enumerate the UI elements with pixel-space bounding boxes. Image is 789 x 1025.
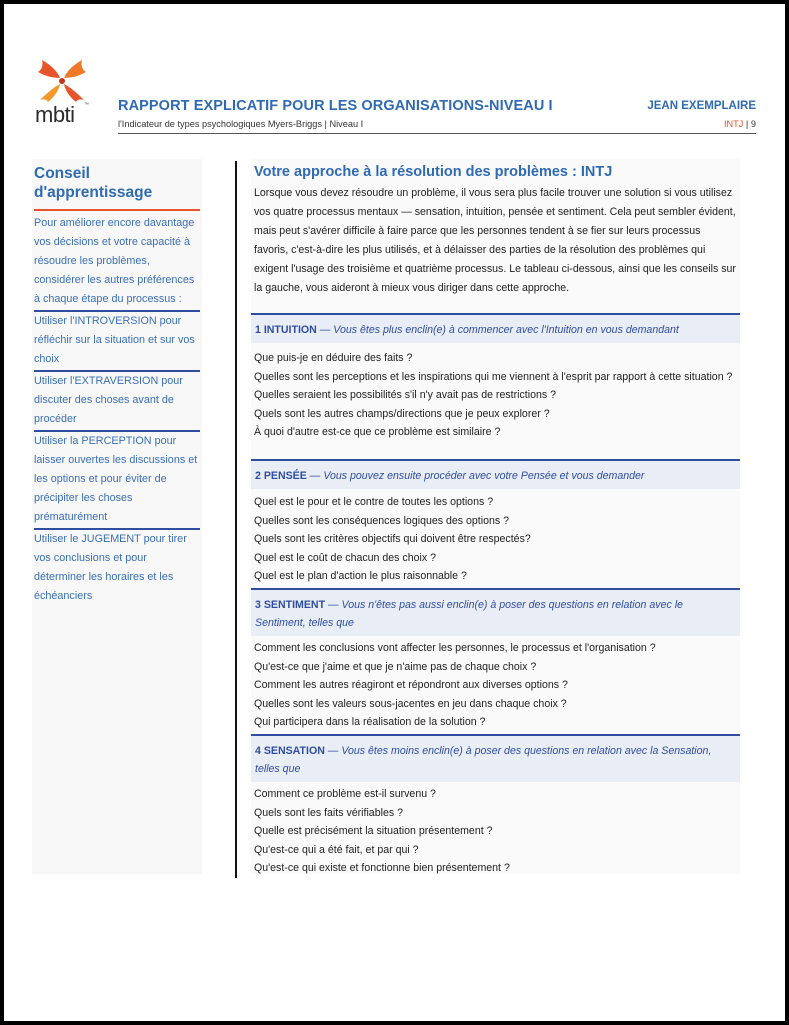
- section-heading-thinking: [251, 459, 740, 489]
- page-separator: |: [743, 119, 751, 129]
- section-description: Vous êtes plus enclin(e) à commencer avec l'Intuition en vous demandant: [333, 324, 679, 336]
- advice-intro: Pour améliorer encore davantage vos décisions et votre capacité à résoudre les problèmes, considérer les autres préférences à chaque étape du processus :: [34, 214, 200, 312]
- advice-list: [34, 214, 200, 607]
- question-item: Comment les conclusions vont affecter les personnes, le processus et l'organisation ?: [254, 642, 656, 654]
- question-item: Quels sont les critères objectifs qui doivent être respectés?: [254, 533, 531, 546]
- client-name: JEAN EXEMPLAIRE: [647, 100, 756, 112]
- section-heading-sensing: [251, 734, 740, 782]
- section-dash: —: [316, 324, 334, 336]
- question-item: Que puis-je en déduire des faits ?: [254, 352, 413, 364]
- page-number: 9: [750, 119, 756, 129]
- report-subtitle: l'Indicateur de types psychologiques Myers-Briggs | Niveau I: [118, 119, 364, 129]
- question-item: Quelles sont les valeurs sous-jacentes en jeu dans chaque choix ?: [254, 697, 567, 710]
- question-item: Quel est le pour et le contre de toutes les options ?: [254, 496, 494, 508]
- question-item: Comment ce problème est-il survenu ?: [254, 788, 436, 800]
- section-number: 2 PENSÉE: [255, 470, 307, 482]
- section-description: Vous êtes moins enclin(e) à poser des questions en relation avec la Sensation, telles que: [255, 745, 712, 775]
- intro-paragraph: Lorsque vous devez résoudre un problème, il vous sera plus facile trouver une solution si vous utilisez vos quatre processus mentaux — sensation, intuition, pensée et sentiment. Cela peut sembler évident, mais peut s'avérer difficile à faire parce que les personnes tendent à se fier sur leurs processus favoris, c'est-à-dire les plus utilisés, et à délaisser des parties de la résolution des problèmes qui exigent l'usage des troisième et quatrième processus. Le tableau ci-dessous, ainsi que les conseils sur la gauche, vous aideront à mieux vous diriger dans cette approche.: [254, 187, 736, 294]
- column-divider: [235, 161, 237, 878]
- section-dash: —: [306, 470, 324, 482]
- report-title: RAPPORT EXPLICATIF POUR LES ORGANISATIONS-NIVEAU I: [118, 98, 553, 114]
- type-code: INTJ: [723, 119, 744, 129]
- question-item: Quelle est précisément la situation présentement ?: [254, 825, 493, 838]
- sidebar-title: Conseil d'apprentissage: [34, 165, 153, 201]
- advice-item: Utiliser la PERCEPTION pour laisser ouvertes les discussions et les options et pour éviter de précipiter les choses prématurément: [34, 432, 200, 530]
- mbti-logo: [34, 58, 90, 134]
- question-item: Qu'est-ce qui a été fait, et par qui ?: [254, 843, 419, 856]
- section-number: 4 SENSATION: [255, 745, 325, 757]
- question-item: Quelles sont les perceptions et les inspirations qui me viennent à l'esprit par rapport à cette situation ?: [254, 370, 733, 383]
- question-item: Qui participera dans la réalisation de la solution ?: [254, 716, 486, 729]
- question-item: Quelles seraient les possibilités s'il n'y avait pas de restrictions ?: [254, 389, 556, 402]
- sidebar-title-rule: [34, 209, 200, 211]
- question-item: Quel est le plan d'action le plus raisonnable ?: [254, 570, 467, 583]
- question-item: Quels sont les autres champs/directions que je peux explorer ?: [254, 407, 550, 420]
- mbti-star-icon: [34, 58, 90, 104]
- question-item: Quelles sont les conséquences logiques des options ?: [254, 514, 510, 527]
- advice-item: Utiliser le JUGEMENT pour tirer vos conclusions et pour déterminer les horaires et les échéanciers: [34, 533, 187, 602]
- question-item: Quel est le coût de chacun des choix ?: [254, 551, 436, 564]
- section-number: 1 INTUITION: [255, 324, 317, 336]
- advice-item: Utiliser l'INTROVERSION pour réfléchir sur la situation et sur vos choix: [34, 312, 200, 372]
- question-list-intuition: [254, 349, 737, 442]
- problem-solving-section: [251, 159, 740, 874]
- report-page: [4, 4, 785, 1021]
- question-item: À quoi d'autre est-ce que ce problème est similaire ?: [254, 426, 501, 439]
- logo-trademark: ™: [84, 102, 89, 108]
- question-item: Quels sont les faits vérifiables ?: [254, 806, 403, 819]
- question-item: Qu'est-ce que j'aime et que je n'aime pas de chaque choix ?: [254, 660, 537, 673]
- section-description: Vous pouvez ensuite procéder avec votre Pensée et vous demander: [323, 470, 645, 482]
- question-item: Comment les autres réagiront et répondront aux diverses options ?: [254, 679, 568, 692]
- section-number: 3 SENTIMENT: [255, 599, 326, 611]
- advice-item: Utiliser l'EXTRAVERSION pour discuter des choses avant de procéder: [34, 372, 200, 432]
- section-description: Vous n'êtes pas aussi enclin(e) à poser des questions en relation avec le Sentiment, telles que: [255, 599, 683, 629]
- learning-advice-sidebar: [32, 159, 202, 874]
- section-dash: —: [325, 599, 342, 611]
- section-title: Votre approche à la résolution des problèmes : INTJ: [254, 164, 613, 180]
- question-list-thinking: [254, 493, 737, 586]
- section-heading-intuition: [251, 313, 740, 343]
- question-item: Qu'est-ce qui existe et fonctionne bien présentement ?: [254, 862, 510, 875]
- section-heading-feeling: [251, 588, 740, 636]
- logo-wordmark: mbti: [35, 102, 75, 127]
- header-rule: [118, 133, 756, 134]
- question-list-sensing: [254, 785, 737, 878]
- section-dash: —: [324, 745, 342, 757]
- page-reference: [724, 119, 756, 129]
- question-list-feeling: [254, 639, 737, 732]
